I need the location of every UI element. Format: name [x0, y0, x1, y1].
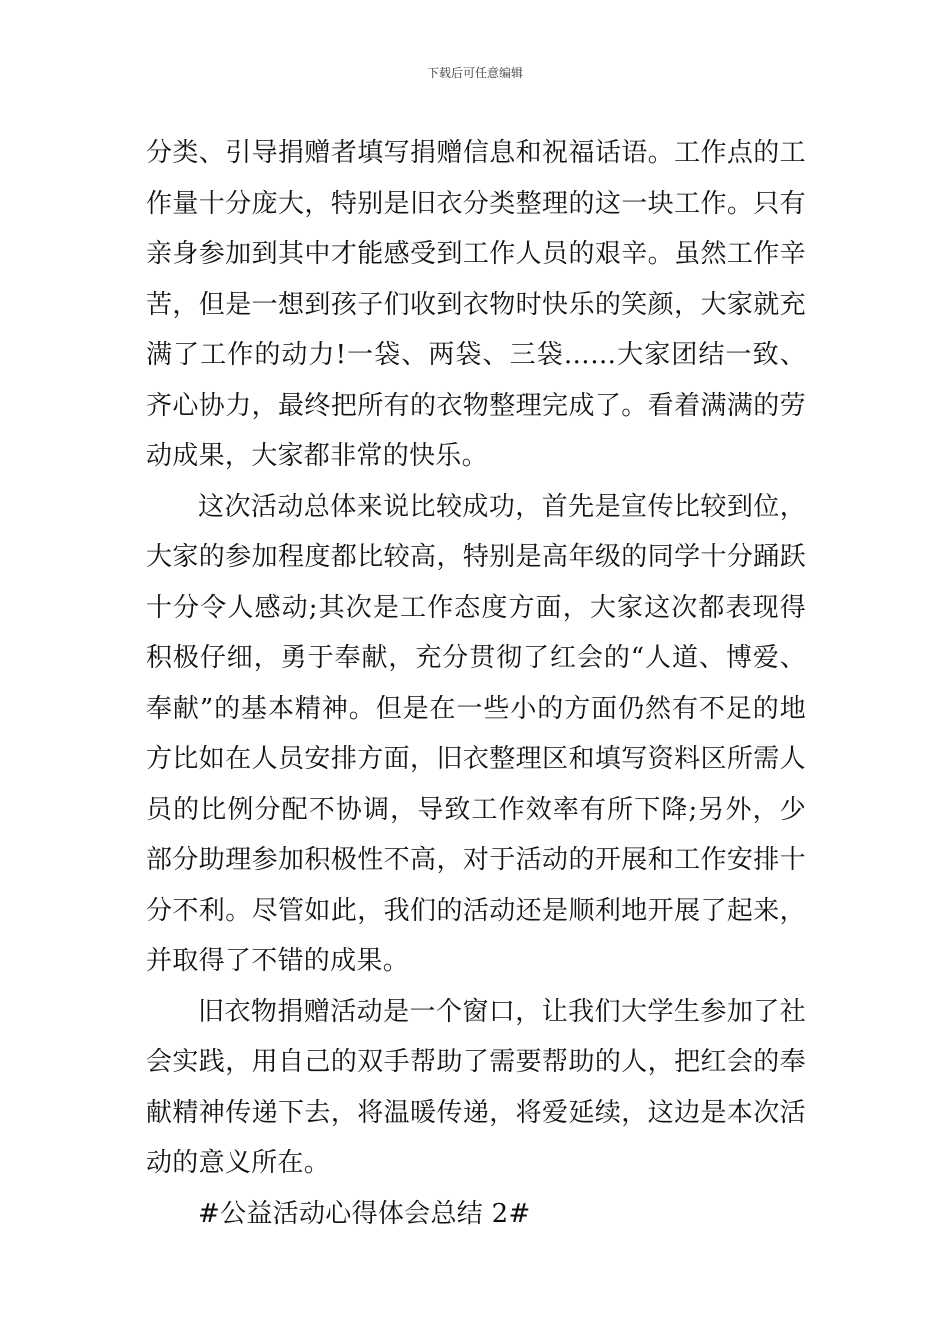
paragraph-3: 旧衣物捐赠活动是一个窗口，让我们大学生参加了社会实践，用自己的双手帮助了需要帮助的人，把红会的奉献精神传递下去，将温暖传递，将爱延续，这边是本次活动的意义所在。 — [146, 996, 806, 1178]
paragraph-1: 分类、引导捐赠者填写捐赠信息和祝福话语。工作点的工作量十分庞大，特别是旧衣分类整理的这一块工作。只有亲身参加到其中才能感受到工作人员的艰辛。虽然工作辛苦，但是一想到孩子们收到衣物时快乐的笑颜，大家就充满了工作的动力!一袋、两袋、三袋……大家团结一致、齐心协力，最终把所有的衣物整理完成了。看着满满的劳动成果，大家都非常的快乐。 — [146, 138, 806, 471]
page-header: 下载后可任意编辑 — [426, 66, 523, 80]
paragraph-2: 这次活动总体来说比较成功，首先是宣传比较到位，大家的参加程度都比较高，特别是高年级的同学十分踊跃十分令人感动;其次是工作态度方面，大家这次都表现得积极仔细，勇于奉献，充分贯彻了红会的“人道、博爱、奉献”的基本精神。但是在一些小的方面仍然有不足的地方比如在人员安排方面，旧衣整理区和填写资料区所需人员的比例分配不协调，导致工作效率有所下降;另外，少部分助理参加积极性不高，对于活动的开展和工作安排十分不利。尽管如此，我们的活动还是顺利地开展了起来，并取得了不错的成果。 — [146, 491, 806, 976]
document-body — [146, 128, 806, 1239]
section-heading: #公益活动心得体会总结 2# — [198, 1198, 531, 1229]
